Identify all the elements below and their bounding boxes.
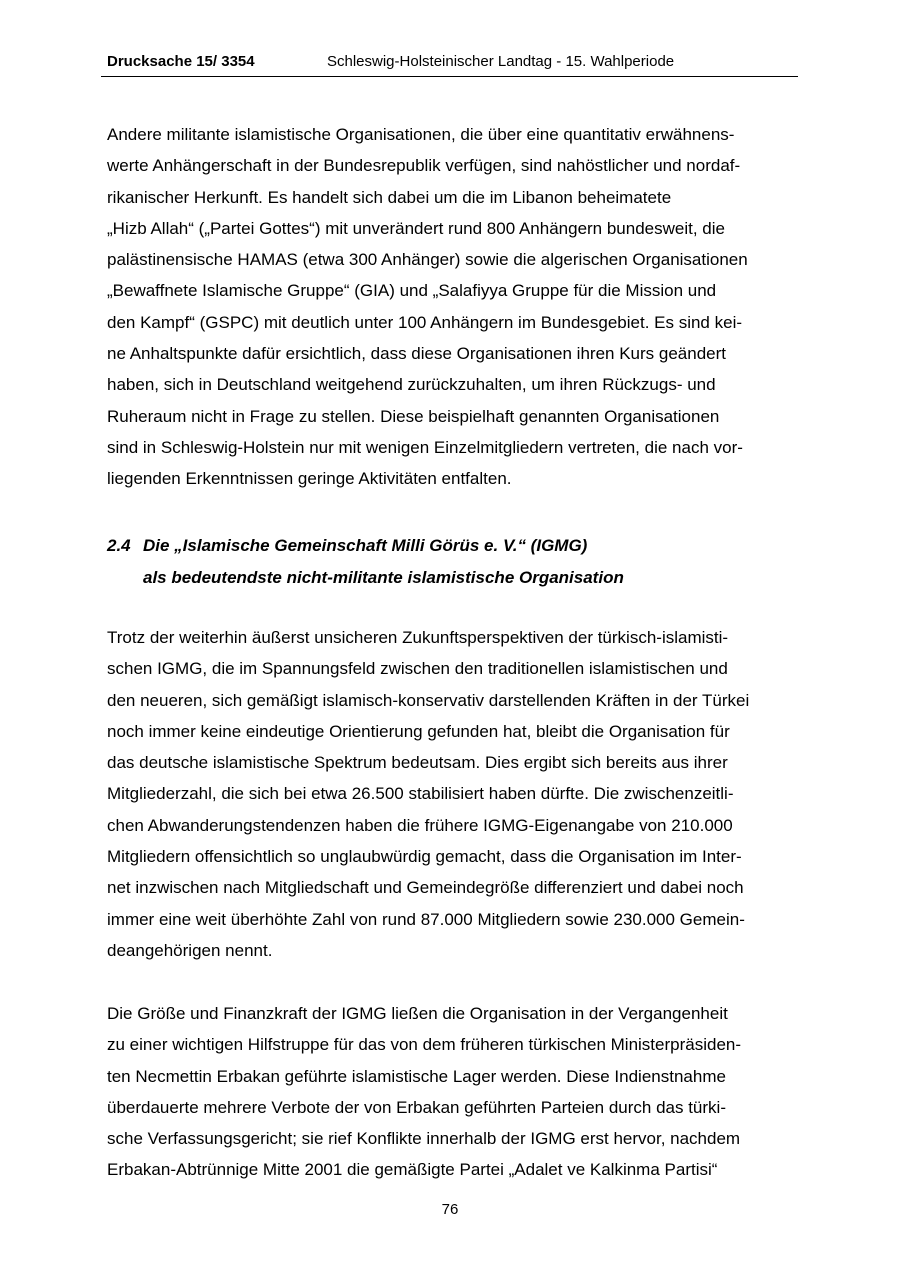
section-number: 2.4: [107, 536, 131, 555]
paragraph-igmg-history: [107, 998, 799, 1186]
text-line: das deutsche islamistische Spektrum bedeutsam. Dies ergibt sich bereits aus ihrer: [107, 753, 728, 773]
section-title-part-1: Die „Islamische Gemeinschaft Milli Görüs e. V.“ (IGMG): [143, 536, 588, 555]
page-number: 76: [441, 1201, 459, 1218]
text-line: net inzwischen nach Mitgliedschaft und Gemeindegröße differenziert und dabei noch: [107, 878, 744, 898]
header-divider: [101, 76, 798, 77]
text-line: den Kampf“ (GSPC) mit deutlich unter 100 Anhängern im Bundesgebiet. Es sind kei-: [107, 312, 743, 332]
text-line: ten Necmettin Erbakan geführte islamistische Lager werden. Diese Indienstnahme: [107, 1066, 726, 1086]
text-line: „Bewaffnete Islamische Gruppe“ (GIA) und „Salafiyya Gruppe für die Mission und: [107, 281, 717, 301]
text-line: chen Abwanderungstendenzen haben die frühere IGMG-Eigenangabe von 210.000: [107, 815, 733, 835]
text-line: schen IGMG, die im Spannungsfeld zwischen den traditionellen islamistischen und: [107, 659, 728, 679]
section-title-part-2: als bedeutendste nicht-militante islamistische Organisation: [143, 568, 624, 587]
text-line: den neueren, sich gemäßigt islamisch-konservativ darstellenden Kräften in der Türkei: [107, 690, 750, 710]
text-line: überdauerte mehrere Verbote der von Erbakan geführten Parteien durch das türki-: [107, 1097, 726, 1117]
text-line: Erbakan-Abtrünnige Mitte 2001 die gemäßigte Partei „Adalet ve Kalkinma Partisi“: [107, 1160, 718, 1180]
text-line: „Hizb Allah“ („Partei Gottes“) mit unverändert rund 800 Anhängern bundesweit, die: [107, 218, 725, 238]
text-line: Mitgliederzahl, die sich bei etwa 26.500 stabilisiert haben dürfte. Die zwischenzeitli-: [107, 784, 734, 804]
text-line: haben, sich in Deutschland weitgehend zurückzuhalten, um ihren Rückzugs- und: [107, 375, 716, 395]
text-line: sche Verfassungsgericht; sie rief Konflikte innerhalb der IGMG erst hervor, nachdem: [107, 1129, 741, 1149]
text-line: zu einer wichtigen Hilfstruppe für das von dem früheren türkischen Ministerpräsiden-: [107, 1035, 742, 1055]
section-heading: [107, 530, 799, 594]
document-number: Drucksache 15/ 3354: [107, 53, 255, 70]
text-line: Mitgliedern offensichtlich so unglaubwürdig gemacht, dass die Organisation im Inter-: [107, 847, 742, 867]
paragraph-militant-organisations: [107, 119, 799, 495]
text-line: werte Anhängerschaft in der Bundesrepublik verfügen, sind nahöstlicher und nordaf-: [107, 156, 741, 176]
text-line: rikanischer Herkunft. Es handelt sich dabei um die im Libanon beheimatete: [107, 187, 672, 207]
paragraph-igmg-membership: [107, 622, 799, 966]
document-title: Schleswig-Holsteinischer Landtag - 15. Wahlperiode: [327, 53, 675, 70]
section-heading-line-1: [107, 530, 799, 562]
text-line: ne Anhaltspunkte dafür ersichtlich, dass diese Organisationen ihren Kurs geändert: [107, 344, 726, 364]
text-line: Andere militante islamistische Organisationen, die über eine quantitativ erwähnens-: [107, 125, 735, 144]
text-line: Ruheraum nicht in Frage zu stellen. Diese beispielhaft genannten Organisationen: [107, 406, 720, 426]
text-line: palästinensische HAMAS (etwa 300 Anhänger) sowie die algerischen Organisationen: [107, 250, 748, 270]
text-line: Die Größe und Finanzkraft der IGMG ließen die Organisation in der Vergangenheit: [107, 1004, 728, 1023]
text-line: immer eine weit überhöhte Zahl von rund 87.000 Mitgliedern sowie 230.000 Gemein-: [107, 909, 745, 929]
page-header: [107, 52, 797, 72]
text-line: deangehörigen nennt.: [107, 940, 273, 960]
text-line: noch immer keine eindeutige Orientierung gefunden hat, bleibt die Organisation für: [107, 721, 730, 741]
text-line: sind in Schleswig-Holstein nur mit wenigen Einzelmitgliedern vertreten, die nach vor-: [107, 437, 743, 457]
text-line: Trotz der weiterhin äußerst unsicheren Zukunftsperspektiven der türkisch-islamisti-: [107, 628, 729, 647]
text-line: liegenden Erkenntnissen geringe Aktivitäten entfalten.: [107, 469, 512, 489]
